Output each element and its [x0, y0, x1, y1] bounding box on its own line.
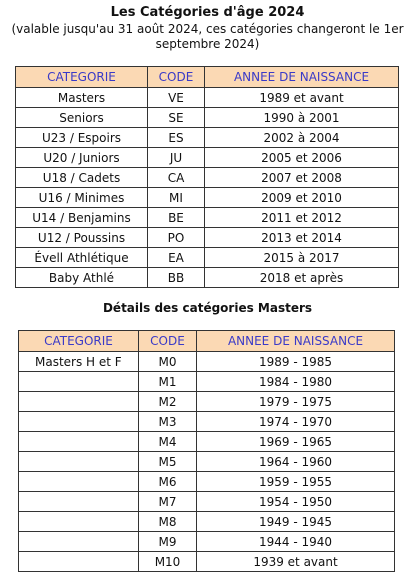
table-body [16, 88, 399, 288]
column-header-annee: ANNEE DE NAISSANCE [205, 67, 399, 88]
cell-code: M1 [139, 372, 197, 392]
table-header-row [16, 67, 399, 88]
cell-code: M5 [139, 452, 197, 472]
table-row [19, 552, 395, 572]
table-row [19, 352, 395, 372]
cell-categorie: U18 / Cadets [16, 168, 148, 188]
column-header-categorie: CATEGORIE [16, 67, 148, 88]
cell-annee: 1959 - 1955 [197, 472, 395, 492]
cell-code: EA [148, 248, 205, 268]
cell-code: VE [148, 88, 205, 108]
table-row [16, 168, 399, 188]
cell-annee: 1989 et avant [205, 88, 399, 108]
cell-categorie [19, 432, 139, 452]
cell-categorie [19, 512, 139, 532]
cell-code: SE [148, 108, 205, 128]
cell-code: M8 [139, 512, 197, 532]
table-header-row [19, 331, 395, 352]
table-row [16, 228, 399, 248]
cell-annee: 1969 - 1965 [197, 432, 395, 452]
cell-code: M4 [139, 432, 197, 452]
cell-annee: 2013 et 2014 [205, 228, 399, 248]
cell-annee: 2007 et 2008 [205, 168, 399, 188]
cell-categorie [19, 372, 139, 392]
cell-annee: 2015 à 2017 [205, 248, 399, 268]
cell-categorie [19, 532, 139, 552]
column-header-code: CODE [148, 67, 205, 88]
cell-categorie: Évell Athlétique [16, 248, 148, 268]
table-row [19, 492, 395, 512]
cell-annee: 1984 - 1980 [197, 372, 395, 392]
cell-annee: 1949 - 1945 [197, 512, 395, 532]
cell-code: BB [148, 268, 205, 288]
table-row [19, 532, 395, 552]
cell-code: M3 [139, 412, 197, 432]
table-row [16, 208, 399, 228]
table-row [19, 372, 395, 392]
table-row [16, 248, 399, 268]
table-row [16, 128, 399, 148]
cell-categorie: U16 / Minimes [16, 188, 148, 208]
cell-code: M9 [139, 532, 197, 552]
cell-annee: 1979 - 1975 [197, 392, 395, 412]
cell-categorie [19, 452, 139, 472]
cell-categorie [19, 472, 139, 492]
table-row [19, 412, 395, 432]
cell-code: CA [148, 168, 205, 188]
cell-categorie: Masters [16, 88, 148, 108]
cell-annee: 2018 et après [205, 268, 399, 288]
cell-annee: 2002 à 2004 [205, 128, 399, 148]
table-row [16, 108, 399, 128]
cell-annee: 1944 - 1940 [197, 532, 395, 552]
table-row [19, 392, 395, 412]
cell-code: M7 [139, 492, 197, 512]
cell-categorie [19, 492, 139, 512]
cell-code: MI [148, 188, 205, 208]
page-subtitle [10, 22, 405, 52]
cell-code: M6 [139, 472, 197, 492]
cell-categorie: U12 / Poussins [16, 228, 148, 248]
cell-annee: 2009 et 2010 [205, 188, 399, 208]
table-row [16, 88, 399, 108]
table-body [19, 352, 395, 572]
cell-code: M10 [139, 552, 197, 572]
table-row [16, 188, 399, 208]
cell-categorie [19, 392, 139, 412]
cell-categorie: Masters H et F [19, 352, 139, 372]
page-title: Les Catégories d'âge 2024 [110, 5, 305, 20]
cell-categorie: Baby Athlé [16, 268, 148, 288]
cell-categorie [19, 412, 139, 432]
cell-code: M0 [139, 352, 197, 372]
column-header-code: CODE [139, 331, 197, 352]
table-row [19, 472, 395, 492]
cell-categorie [19, 552, 139, 572]
cell-annee: 1964 - 1960 [197, 452, 395, 472]
cell-annee: 1974 - 1970 [197, 412, 395, 432]
cell-code: ES [148, 128, 205, 148]
cell-code: BE [148, 208, 205, 228]
section-title-masters: Détails des catégories Masters [102, 301, 313, 315]
cell-code: JU [148, 148, 205, 168]
column-header-categorie: CATEGORIE [19, 331, 139, 352]
cell-categorie: Seniors [16, 108, 148, 128]
cell-categorie: U23 / Espoirs [16, 128, 148, 148]
age-categories-table [15, 66, 399, 288]
table-row [19, 512, 395, 532]
cell-annee: 1990 à 2001 [205, 108, 399, 128]
table-row [19, 432, 395, 452]
cell-annee: 2005 et 2006 [205, 148, 399, 168]
cell-categorie: U20 / Juniors [16, 148, 148, 168]
column-header-annee: ANNEE DE NAISSANCE [197, 331, 395, 352]
table-row [16, 268, 399, 288]
table-row [19, 452, 395, 472]
cell-annee: 2011 et 2012 [205, 208, 399, 228]
subtitle-line-1: (valable jusqu'au 31 août 2024, ces catégories changeront le 1er [11, 22, 404, 36]
cell-annee: 1989 - 1985 [197, 352, 395, 372]
cell-annee: 1954 - 1950 [197, 492, 395, 512]
masters-categories-table [18, 330, 395, 572]
cell-categorie: U14 / Benjamins [16, 208, 148, 228]
cell-code: PO [148, 228, 205, 248]
cell-annee: 1939 et avant [197, 552, 395, 572]
cell-code: M2 [139, 392, 197, 412]
subtitle-line-2: septembre 2024) [155, 37, 260, 51]
table-row [16, 148, 399, 168]
